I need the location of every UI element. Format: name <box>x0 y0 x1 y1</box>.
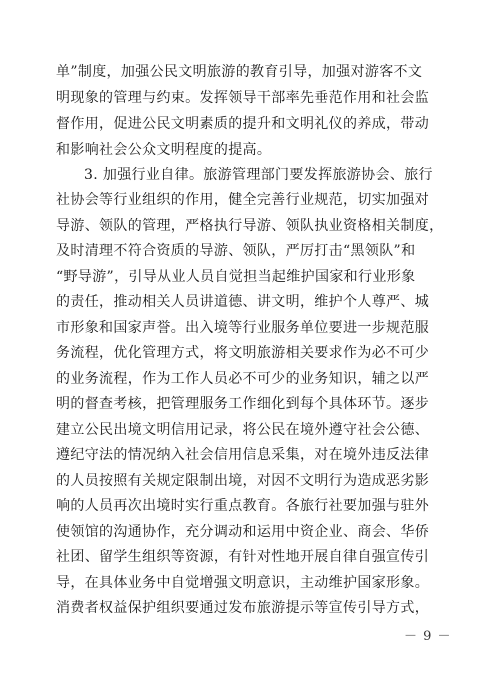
paragraph-line: 市形象和国家声誉。出入境等行业服务单位要进一步规范服 <box>56 320 430 336</box>
paragraph-line: 建立公民出境文明信用记录，将公民在境外遵守社会公德、 <box>56 422 430 438</box>
paragraph-line: 导游、领队的管理，严格执行导游、领队执业资格相关制度， <box>56 218 444 234</box>
paragraph-line: 使领馆的沟通协作，充分调动和运用中资企业、商会、华侨 <box>56 524 430 540</box>
paragraph-line: 及时清理不符合资质的导游、领队，严厉打击“黑领队”和 <box>56 243 416 259</box>
paragraph-line: 单”制度，加强公民文明旅游的教育引导，加强对游客不文 <box>56 64 423 80</box>
paragraph-line: 和影响社会公众文明程度的提高。 <box>56 142 272 158</box>
paragraph-line: 的人员按照有关规定限制出境，对因不文明行为造成恶劣影 <box>56 473 430 489</box>
paragraph-line: 的业务流程，作为工作人员必不可少的业务知识，辅之以严 <box>56 371 430 387</box>
paragraph-line: 社协会等行业组织的作用，健全完善行业规范，切实加强对 <box>56 192 430 208</box>
paragraph-line: 遵纪守法的情况纳入社会信用信息采集，对在境外违反法律 <box>56 447 430 463</box>
paragraph-line: 督作用，促进公民文明素质的提升和文明礼仪的养成，带动 <box>56 116 430 132</box>
paragraph-line: 明的督查考核，把管理服务工作细化到每个具体环节。逐步 <box>56 396 430 412</box>
page-number: － 9 － <box>404 629 452 644</box>
paragraph-line: 消费者权益保护组织要通过发布旅游提示等宣传引导方式， <box>56 600 430 616</box>
paragraph-line: 导，在具体业务中自觉增强文明意识，主动维护国家形象。 <box>56 575 430 591</box>
paragraph-line: 3. 加强行业自律。旅游管理部门要发挥旅游协会、旅行 <box>84 167 433 183</box>
paragraph-line: 明现象的管理与约束。发挥领导干部率先垂范作用和社会监 <box>56 90 430 106</box>
paragraph-line: 务流程，优化管理方式，将文明旅游相关要求作为必不可少 <box>56 345 430 361</box>
paragraph-line: 社团、留学生组织等资源，有针对性地开展自律自强宣传引 <box>56 549 430 565</box>
paragraph-line: 的责任，推动相关人员讲道德、讲文明，维护个人尊严、城 <box>56 294 430 310</box>
paragraph-line: 响的人员再次出境时实行重点教育。各旅行社要加强与驻外 <box>56 498 430 514</box>
paragraph-line: “野导游”，引导从业人员自觉担当起维护国家和行业形象 <box>56 269 416 285</box>
